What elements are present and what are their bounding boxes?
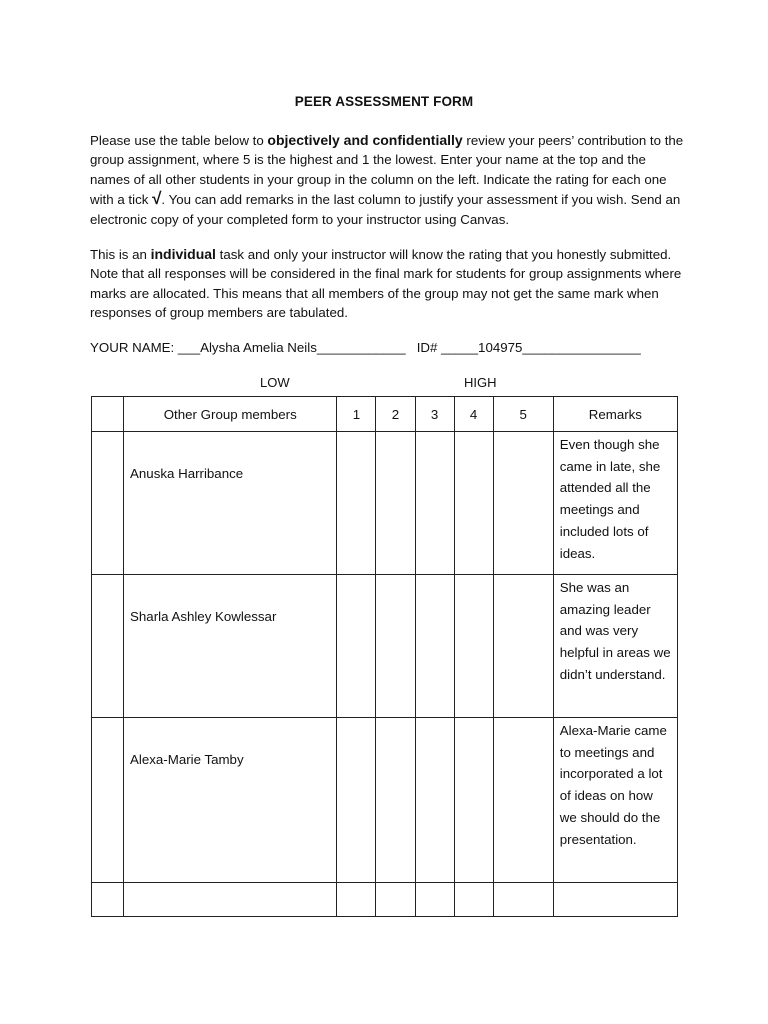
rating-cell-5[interactable] bbox=[493, 575, 553, 718]
header-rating-5: 5 bbox=[493, 397, 553, 432]
individual-emphasis: individual bbox=[150, 246, 216, 262]
rating-cell-4[interactable] bbox=[454, 575, 493, 718]
individual-text-2: task and only your instructor will know the rating that you honestly submitted. Note that all responses will be considered in the final mark for students for group assignments where marks are allocated. This means that all members of the group may not get the same mark when responses of group members are tabulated. bbox=[90, 247, 682, 321]
scale-high-label: HIGH bbox=[464, 375, 497, 390]
header-rating-4: 4 bbox=[454, 397, 493, 432]
rating-cell-3[interactable] bbox=[415, 718, 454, 883]
remark-cell[interactable] bbox=[553, 883, 677, 917]
instructions-text-3: . You can add remarks in the last column to justify your assessment if you wish. Send an electronic copy of your completed form to your instructor using Canvas. bbox=[90, 192, 681, 227]
member-name-cell bbox=[124, 718, 337, 883]
rating-cell-1[interactable] bbox=[337, 432, 376, 575]
table-row-empty bbox=[92, 883, 678, 917]
header-blank-cell bbox=[92, 397, 124, 432]
table-header-row bbox=[92, 397, 678, 432]
header-remarks: Remarks bbox=[553, 397, 677, 432]
table-row bbox=[92, 432, 678, 575]
row-blank-cell bbox=[92, 718, 124, 883]
rating-cell-4[interactable] bbox=[454, 718, 493, 883]
scale-low-label: LOW bbox=[260, 375, 290, 390]
rating-cell-1[interactable] bbox=[337, 575, 376, 718]
header-members: Other Group members bbox=[124, 397, 337, 432]
your-name-id-line: YOUR NAME: ___Alysha Amelia Neils____________ ID# _____104975________________ bbox=[90, 340, 641, 355]
rating-cell-3[interactable] bbox=[415, 575, 454, 718]
rating-cell-2[interactable] bbox=[376, 718, 415, 883]
instructions-emphasis: objectively and confidentially bbox=[267, 132, 463, 148]
instructions-paragraph bbox=[90, 131, 686, 229]
instructions-text-1: Please use the table below to bbox=[90, 133, 268, 148]
form-title: PEER ASSESSMENT FORM bbox=[294, 94, 474, 109]
member-name: Anuska Harribance bbox=[130, 466, 244, 481]
peer-rating-table bbox=[91, 396, 678, 917]
rating-cell-5[interactable] bbox=[493, 718, 553, 883]
row-blank-cell bbox=[92, 575, 124, 718]
remark-cell: Even though she came in late, she attended all the meetings and included lots of ideas. bbox=[553, 432, 677, 575]
row-blank-cell bbox=[92, 883, 124, 917]
individual-task-paragraph bbox=[90, 245, 686, 323]
rating-cell-5[interactable] bbox=[493, 883, 553, 917]
instructions-text-2: review your peers’ contribution to the group assignment, where 5 is the highest and 1 the lowest. Enter your name at the top and the names of all other students in your group in the column on the left. Indicate the rating for each one with a tick bbox=[90, 133, 684, 208]
member-name: Sharla Ashley Kowlessar bbox=[130, 609, 277, 624]
tick-symbol: √ bbox=[152, 189, 162, 209]
rating-cell-2[interactable] bbox=[376, 575, 415, 718]
rating-cell-1[interactable] bbox=[337, 718, 376, 883]
remark-cell: Alexa-Marie came to meetings and incorporated a lot of ideas on how we should do the presentation. bbox=[553, 718, 677, 883]
rating-cell-2[interactable] bbox=[376, 432, 415, 575]
member-name-cell bbox=[124, 575, 337, 718]
remark-cell: She was an amazing leader and was very helpful in areas we didn’t understand. bbox=[553, 575, 677, 718]
header-rating-3: 3 bbox=[415, 397, 454, 432]
member-name: Alexa-Marie Tamby bbox=[130, 752, 244, 767]
individual-text-1: This is an bbox=[90, 247, 151, 262]
rating-cell-4[interactable] bbox=[454, 432, 493, 575]
member-name-cell bbox=[124, 432, 337, 575]
rating-cell-1[interactable] bbox=[337, 883, 376, 917]
rating-cell-3[interactable] bbox=[415, 883, 454, 917]
header-rating-2: 2 bbox=[376, 397, 415, 432]
rating-cell-3[interactable] bbox=[415, 432, 454, 575]
rating-cell-2[interactable] bbox=[376, 883, 415, 917]
member-name-cell[interactable] bbox=[124, 883, 337, 917]
table-row bbox=[92, 718, 678, 883]
header-rating-1: 1 bbox=[337, 397, 376, 432]
rating-cell-4[interactable] bbox=[454, 883, 493, 917]
row-blank-cell bbox=[92, 432, 124, 575]
rating-cell-5[interactable] bbox=[493, 432, 553, 575]
table-row bbox=[92, 575, 678, 718]
